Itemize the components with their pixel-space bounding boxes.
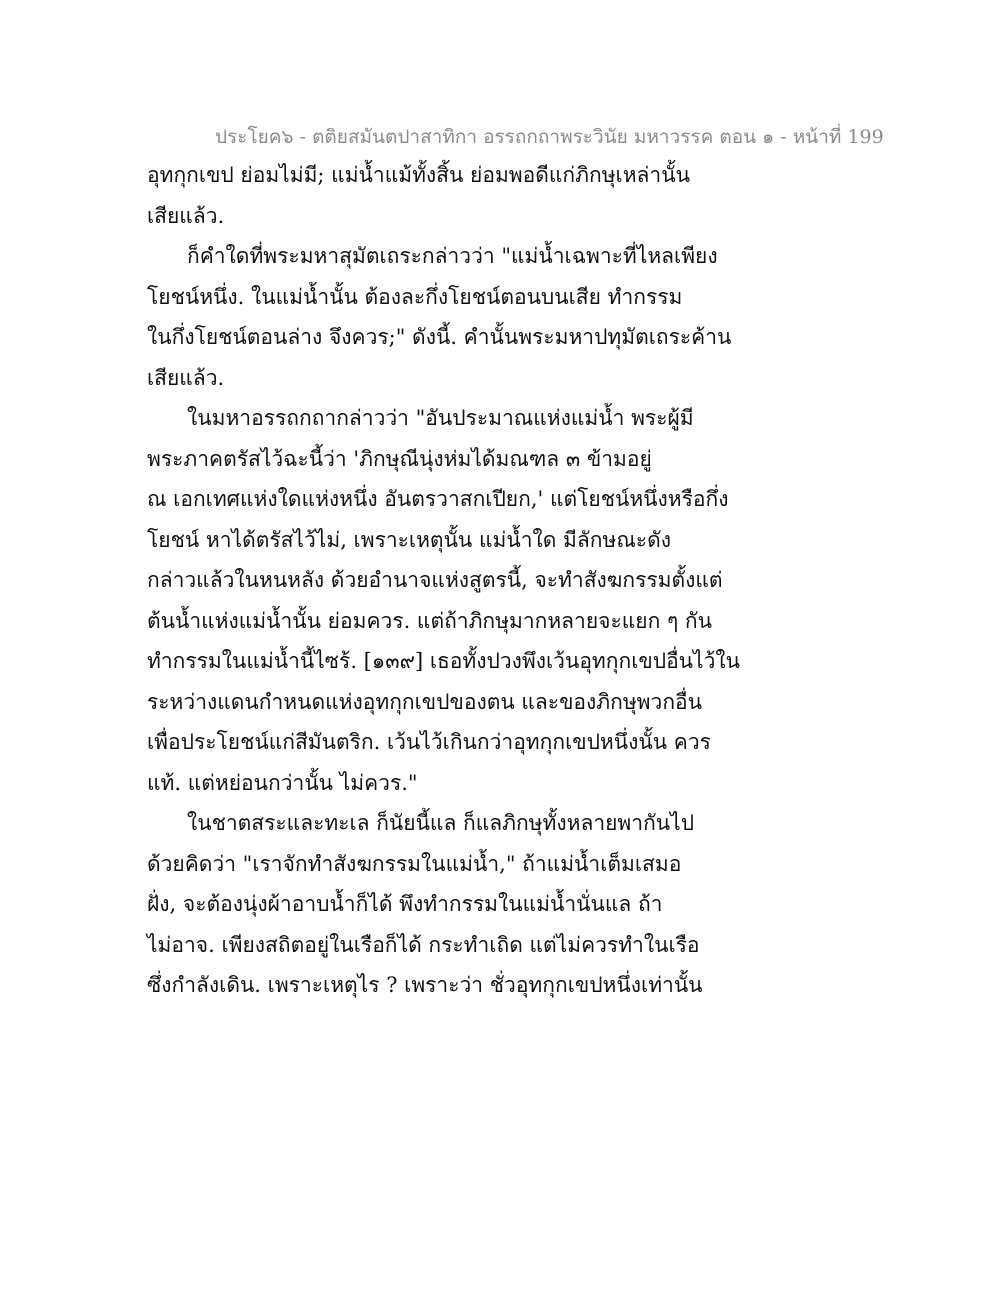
text-line: ทำกรรมในแม่น้ำนี้ไซร้. [๑๓๙] เธอทั้งปวงพึงเว้นอุทกุกเขปอื่นไว้ใน — [147, 649, 740, 673]
text-line: เสียแล้ว. — [147, 365, 225, 390]
text-line: ด้วยคิดว่า "เราจักทำสังฆกรรมในแม่น้ำ," ถ้าแม่น้ำเต็มเสมอ — [147, 851, 682, 876]
text-line: อุทกุกเขป ย่อมไม่มี; แม่น้ำแม้ทั้งสิ้น ย่อมพอดีแก่ภิกษุเหล่านั้น — [147, 163, 690, 187]
body-text — [147, 155, 747, 1006]
paragraph-start-line: ก็คำใดที่พระมหาสุมัตเถระกล่าวว่า "แม่น้ำเฉพาะที่ไหลเพียง — [187, 244, 718, 268]
paragraph-start-line: ในชาตสระและทะเล ก็นัยนี้แล ก็แลภิกษุทั้งหลายพากันไป — [187, 811, 695, 835]
text-line: ซึ่งกำลังเดิน. เพราะเหตุไร ? เพราะว่า ชั่วอุทกุกเขปหนึ่งเท่านั้น — [147, 973, 703, 997]
text-line: กล่าวแล้วในหนหลัง ด้วยอำนาจแห่งสูตรนี้, จะทำสังฆกรรมตั้งแต่ — [147, 568, 723, 592]
running-header: ประโยค๖ - ตติยสมันตปาสาทิกา อรรถกถาพระวินัย มหาวรรค ตอน ๑ - หน้าที่ 199 — [215, 126, 884, 148]
text-line: ไม่อาจ. เพียงสถิตอยู่ในเรือก็ได้ กระทำเถิด แต่ไม่ควรทำในเรือ — [147, 932, 700, 957]
text-line: เสียแล้ว. — [147, 203, 225, 228]
text-line: โยชน์หนึ่ง. ในแม่น้ำนั้น ต้องละกึ่งโยชน์ตอนบนเสีย ทำกรรม — [147, 284, 683, 309]
text-line: พระภาคตรัสไว้ฉะนี้ว่า 'ภิกษุณีนุ่งห่มได้มณฑล ๓ ข้ามอยู่ — [147, 446, 652, 471]
paragraph-start-line: ในมหาอรรถกถากล่าวว่า "อันประมาณแห่งแม่น้ำ พระผู้มี — [187, 406, 694, 430]
text-line: โยชน์ หาได้ตรัสไว้ไม่, เพราะเหตุนั้น แม่น้ำใด มีลักษณะดัง — [147, 527, 671, 552]
text-line: ฝั่ง, จะต้องนุ่งผ้าอาบน้ำก็ได้ พึงทำกรรมในแม่น้ำนั่นแล ถ้า — [147, 892, 663, 916]
text-line: ในกึ่งโยชน์ตอนล่าง จึงควร;" ดังนี้. คำนั้นพระมหาปทุมัตเถระค้าน — [147, 325, 732, 349]
text-line: ต้นน้ำแห่งแม่น้ำนั้น ย่อมควร. แต่ถ้าภิกษุมากหลายจะแยก ๆ กัน — [147, 608, 712, 633]
text-line: แท้. แต่หย่อนกว่านั้น ไม่ควร." — [147, 770, 418, 795]
text-line: ระหว่างแดนกำหนดแห่งอุทกุกเขปของตน และของภิกษุพวกอื่น — [147, 689, 703, 714]
text-line: ณ เอกเทศแห่งใดแห่งหนึ่ง อันตรวาสกเปียก,' แต่โยชน์หนึ่งหรือกึ่ง — [147, 487, 729, 511]
text-line: เพื่อประโยชน์แก่สีมันตริก. เว้นไว้เกินกว่าอุทกุกเขปหนึ่งนั้น ควร — [147, 730, 711, 754]
